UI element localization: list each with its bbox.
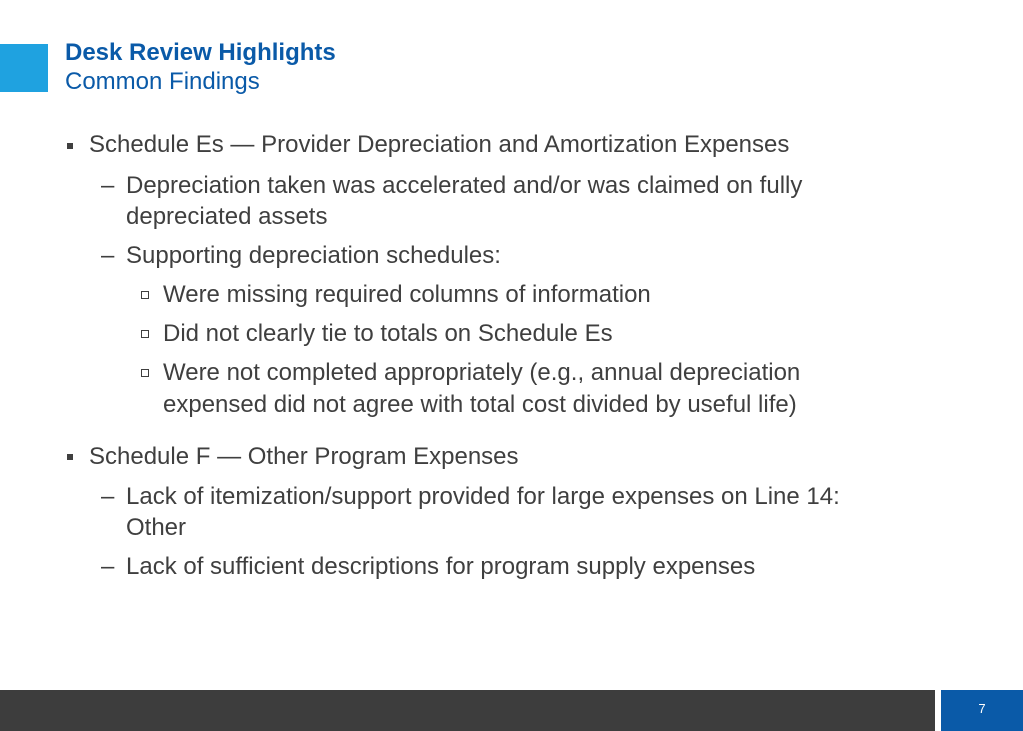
page-number: 7 bbox=[978, 701, 986, 716]
square-bullet-icon bbox=[67, 130, 79, 161]
sub-sub-bullet-line: Were not completed appropriately (e.g., annual depreciation bbox=[163, 359, 801, 386]
page-subtitle: Common Findings bbox=[65, 68, 260, 95]
sub-bullet-line: Lack of itemization/support provided for large expenses on Line 14: bbox=[126, 483, 840, 510]
sub-sub-bullet-line: Did not clearly tie to totals on Schedule Es bbox=[163, 320, 613, 347]
footer-bar bbox=[0, 690, 935, 731]
hollow-square-bullet-icon bbox=[140, 357, 152, 388]
page-title: Desk Review Highlights bbox=[65, 39, 336, 66]
sub-sub-bullet-line: Were missing required columns of information bbox=[163, 281, 651, 308]
dash-bullet-icon: – bbox=[101, 553, 115, 580]
sub-bullet-line-continued: depreciated assets bbox=[126, 203, 328, 230]
dash-bullet-icon: – bbox=[101, 483, 115, 510]
hollow-square-bullet-icon bbox=[140, 279, 152, 310]
sub-bullet-line: Depreciation taken was accelerated and/or was claimed on fully bbox=[126, 172, 803, 199]
bullet-schedule-es: Schedule Es — Provider Depreciation and Amortization Expenses bbox=[89, 131, 790, 158]
dash-bullet-icon: – bbox=[101, 172, 115, 199]
sub-sub-bullet-line-continued: expensed did not agree with total cost divided by useful life) bbox=[163, 391, 797, 418]
dash-bullet-icon: – bbox=[101, 242, 115, 269]
sub-bullet-line: Supporting depreciation schedules: bbox=[126, 242, 501, 269]
bullet-schedule-f: Schedule F — Other Program Expenses bbox=[89, 443, 519, 470]
hollow-square-bullet-icon bbox=[140, 318, 152, 349]
sub-bullet-line-continued: Other bbox=[126, 514, 187, 541]
sub-bullet-line: Lack of sufficient descriptions for program supply expenses bbox=[126, 553, 756, 580]
square-bullet-icon bbox=[67, 441, 79, 472]
